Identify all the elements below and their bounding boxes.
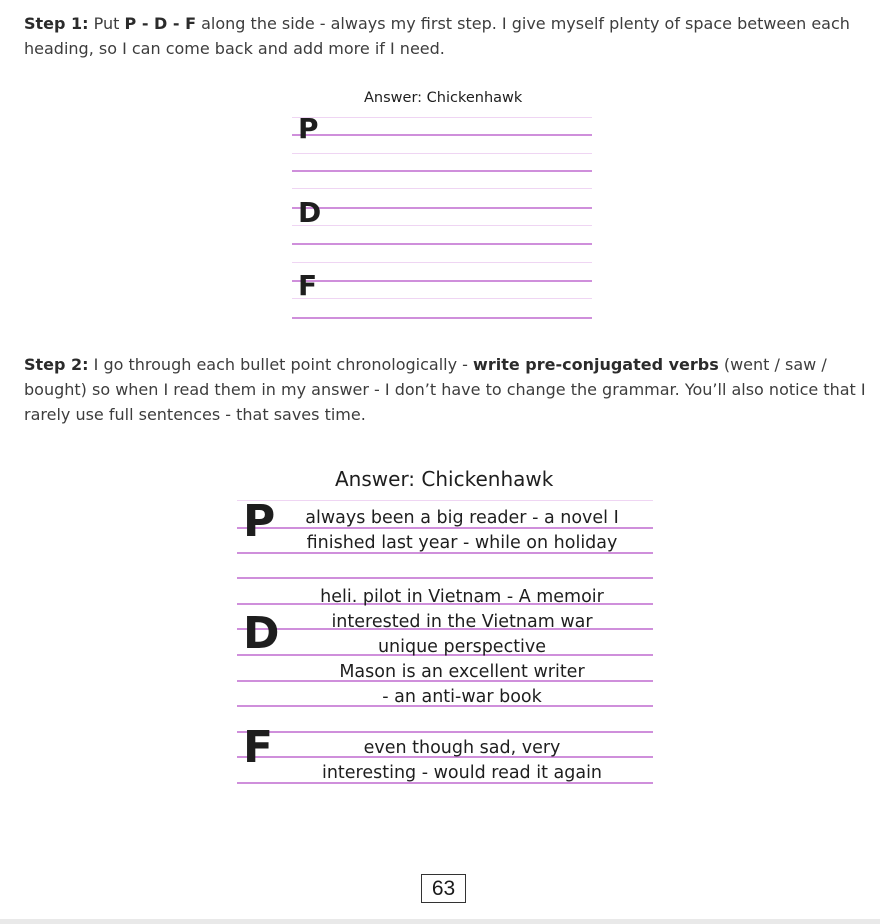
- step-1-paragraph: [24, 11, 869, 61]
- ruled-line: [292, 134, 592, 136]
- faint-rule: [292, 117, 592, 118]
- d-note: Mason is an excellent writer: [339, 662, 585, 682]
- ruled-line: [292, 207, 592, 209]
- d-note: - an anti-war book: [382, 687, 542, 707]
- heading-letter-p: P: [243, 496, 276, 547]
- f-note: interesting - would read it again: [321, 763, 603, 783]
- page-number: 63: [421, 874, 466, 903]
- step-1-text-b: along the side - always my first step. I give myself plenty of space between each heading, so I can come back and add more if I need.: [24, 14, 850, 58]
- faint-rule: [237, 500, 653, 501]
- ruled-line: [292, 317, 592, 319]
- f-note: even though sad, very: [363, 738, 561, 758]
- faint-rule: [292, 298, 592, 299]
- step-1-label: Step 1:: [24, 14, 89, 33]
- faint-rule: [292, 225, 592, 226]
- heading-letter-d: D: [298, 196, 322, 229]
- d-note: interested in the Vietnam war: [331, 612, 593, 632]
- heading-letter-d: D: [243, 608, 280, 659]
- step-2-paragraph: [24, 352, 869, 427]
- faint-rule: [292, 188, 592, 189]
- ruled-line: [292, 243, 592, 245]
- heading-letter-p: P: [298, 112, 319, 145]
- step-1-text-a: Put: [88, 14, 125, 33]
- ruled-line: [292, 280, 592, 282]
- heading-letter-f: F: [243, 722, 274, 773]
- ruled-line: [237, 577, 653, 579]
- step-2-text-b: (went / saw / bought) so when I read them in my answer - I don’t have to change the grammar. You’ll also notice that I rarely use full sentences - that saves time.: [24, 355, 866, 424]
- sheet-title: Answer: Chickenhawk: [364, 90, 523, 106]
- heading-letter-f: F: [298, 269, 318, 302]
- sheet-title: Answer: Chickenhawk: [335, 467, 554, 491]
- p-note: finished last year - while on holiday: [306, 533, 618, 553]
- faint-rule: [292, 153, 592, 154]
- pdf-outline-sheet: [292, 88, 592, 323]
- p-note: always been a big reader - a novel I: [305, 508, 619, 528]
- step-1-pdf: P - D - F: [124, 14, 197, 33]
- page-bottom-divider: [0, 919, 880, 924]
- pdf-answer-sheet: [237, 462, 653, 792]
- faint-rule: [292, 262, 592, 263]
- d-note: unique perspective: [377, 637, 547, 657]
- ruled-line: [237, 731, 653, 733]
- step-2-text-a: I go through each bullet point chronologically -: [88, 355, 474, 374]
- step-2-label: Step 2:: [24, 355, 89, 374]
- step-2-bold-tip: write pre-conjugated verbs: [473, 355, 719, 374]
- ruled-line: [292, 170, 592, 172]
- d-note: heli. pilot in Vietnam - A memoir: [320, 587, 604, 607]
